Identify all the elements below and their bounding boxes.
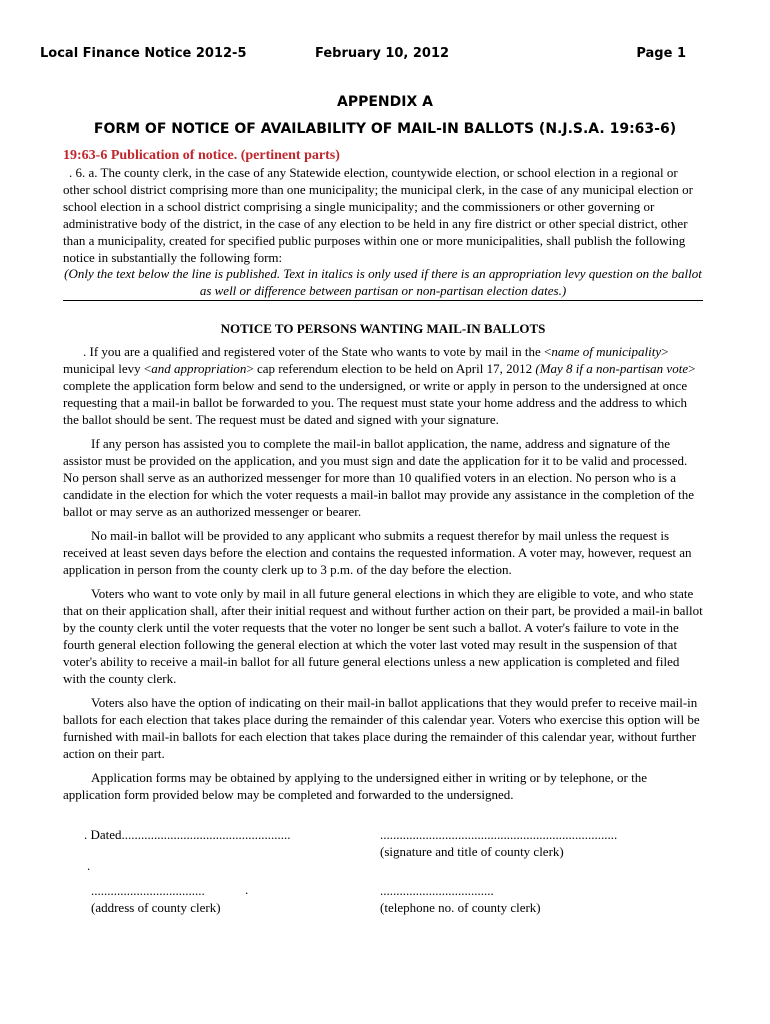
phone-label: (telephone no. of county clerk) bbox=[380, 900, 541, 915]
p1-text-a: . If you are a qualified and registered voter of the State who wants to vote by mail in the < bbox=[83, 344, 552, 359]
notice-paragraph-6: Application forms may be obtained by applying to the undersigned either in writing or by telephone, or the application form provided below may be completed and forwarded to the undersigned. bbox=[63, 770, 647, 802]
notice-paragraph-2: If any person has assisted you to complete the mail-in ballot application, the name, address and signature of the assistor must be provided on the application, and you must sign and date the application for it to be valid and processed. No person shall serve as an authorized messenger for more than 10 qualified voters in an election. No person who is a candidate in the election for which the voter requests a mail-in ballot may provide any assistance in the completion of the ballot or may serve as an authorized messenger or bearer. bbox=[63, 436, 695, 519]
statute-intro-text: . 6. a. The county clerk, in the case of any Statewide election, countywide election, or school election in a regional or other school district comprising more than one municipality; the municipal clerk, in the case of any municipal election or school election in a school district comprising a single municipality; and the commissioners or other governing or administrative body of the district, in the case of any election to be held in any fire district or other special district, other than a municipality, created for specified public purposes within one or more municipalities, shall publish the following notice in substantially the following form: bbox=[63, 165, 693, 265]
notice-body bbox=[63, 343, 703, 810]
appendix-title: APPENDIX A bbox=[337, 94, 433, 110]
notice-paragraph-5: Voters also have the option of indicating on their mail-in ballot applications that they would prefer to receive mail-in ballots for each election that takes place during the remainder of this calendar year. Voters who exercise this option will be furnished with mail-in ballots for each election that takes place during the remainder of this calendar year, without further action on their part. bbox=[63, 695, 700, 761]
p1-text-c: > municipal levy < bbox=[63, 344, 669, 376]
statute-intro bbox=[63, 164, 703, 266]
header-date: February 10, 2012 bbox=[315, 46, 450, 61]
p1-nonpartisan-date: (May 8 if a non-partisan vote bbox=[535, 361, 689, 376]
dated-line: . Dated.................................................... bbox=[84, 827, 291, 842]
notice-paragraph-1 bbox=[63, 343, 703, 428]
header-notice-number: Local Finance Notice 2012-5 bbox=[40, 46, 247, 61]
address-label: (address of county clerk) bbox=[91, 900, 221, 915]
divider-line bbox=[63, 300, 703, 301]
form-title: FORM OF NOTICE OF AVAILABILITY OF MAIL-IN BALLOTS (N.J.S.A. 19:63-6) bbox=[93, 121, 677, 137]
notice-paragraph-3: No mail-in ballot will be provided to any applicant who submits a request therefor by mail unless the request is received at least seven days before the election and contains the requested information. A voter may, however, request an application in person from the county clerk up to 3 p.m. of the day before the election. bbox=[63, 528, 692, 577]
signature-label: (signature and title of county clerk) bbox=[380, 844, 564, 859]
italic-note: (Only the text below the line is published. Text in italics is only used if there is an appropriation levy question on the ballot as well or difference between partisan or non-partisan election dates.) bbox=[64, 266, 702, 298]
notice-paragraph-4: Voters who want to vote only by mail in all future general elections in which they are eligible to vote, and who state that on their application shall, after their initial request and without further action on their part, be provided a mail-in ballot by the county clerk until the voter requests that the voter no longer be sent such a ballot. A voter's failure to vote in the fourth general election following the general election at which the voter last voted may result in the suspension of that voter's ability to receive a mail-in ballot for all future general elections unless a new application is completed and filed with the county clerk. bbox=[63, 586, 703, 686]
signature-line: ......................................................................... bbox=[380, 827, 618, 842]
stray-dot: . bbox=[87, 858, 91, 873]
section-heading: 19:63-6 Publication of notice. (pertinent parts) bbox=[63, 148, 340, 163]
p1-text-e: > cap referendum election to be held on April 17, 2012 bbox=[246, 361, 536, 376]
address-line: ................................... bbox=[91, 883, 205, 898]
phone-line: ................................... bbox=[380, 883, 494, 898]
notice-title: NOTICE TO PERSONS WANTING MAIL-IN BALLOTS bbox=[220, 321, 546, 336]
p1-municipality-placeholder: name of municipality bbox=[551, 344, 662, 359]
p1-appropriation-placeholder: and appropriation bbox=[151, 361, 247, 376]
p1-text-g: > complete the application form below and send to the undersigned, or write or apply in person to the undersigned at once requesting that a mail-in ballot be forwarded to you. The request must state your home address and the address to which the ballot should be sent. The request must be dated and signed with your signature. bbox=[63, 361, 696, 427]
header-page-number: Page 1 bbox=[636, 46, 686, 61]
page-header bbox=[40, 46, 686, 66]
address-dot: . bbox=[245, 882, 249, 897]
